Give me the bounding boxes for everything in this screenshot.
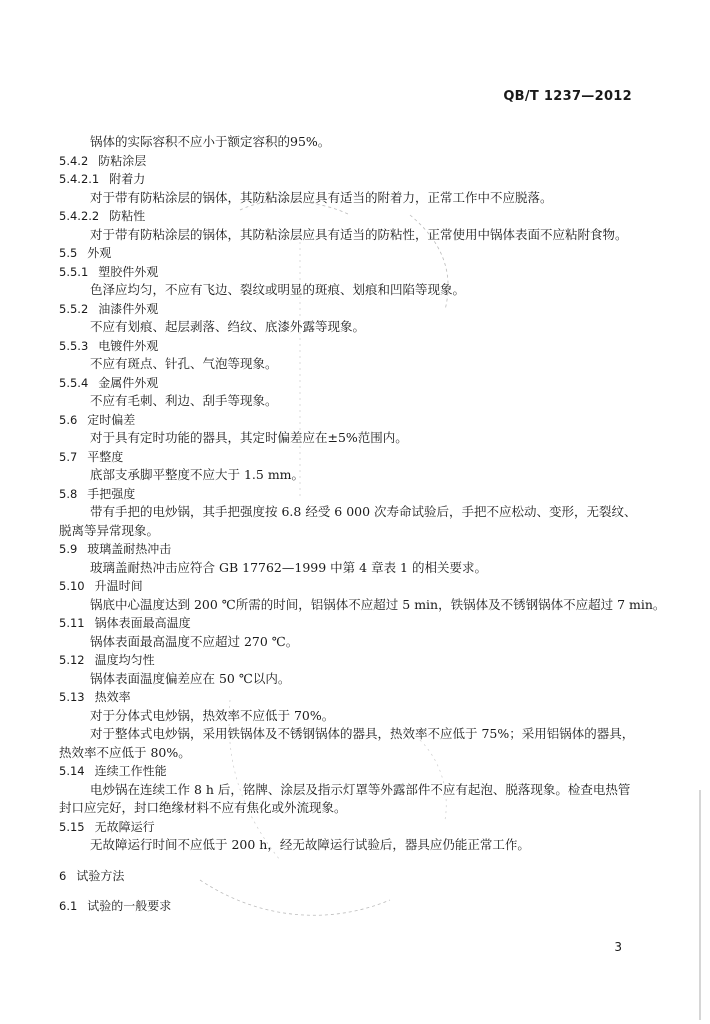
section-title: 附着力 [109,172,146,186]
section-heading [59,486,135,502]
section-number: 6 [59,868,67,883]
paragraph-line: 对于分体式电炒锅，热效率不应低于 70%。 [90,707,335,723]
section-title: 防粘性 [109,209,146,223]
section-title: 温度均匀性 [94,653,155,667]
paragraph-line: 对于带有防粘涂层的锅体，其防粘涂层应具有适当的附着力，正常工作中不应脱落。 [90,189,553,205]
section-number: 5.6 [59,412,78,427]
section-heading [59,652,155,668]
section-heading [59,615,191,631]
section-number: 5.12 [59,653,85,667]
paragraph-line: 锅体表面最高温度不应超过 270 ℃。 [90,633,299,649]
section-title: 塑胶件外观 [98,264,159,279]
section-heading [59,264,158,280]
section-number: 5.5.2 [59,301,89,316]
section-title: 定时偏差 [87,412,136,427]
section-title: 防粘涂层 [98,153,147,168]
paragraph-continuation: 脱离等异常现象。 [59,522,160,538]
paragraph-line: 玻璃盖耐热冲击应符合 GB 17762—1999 中第 4 章表 1 的相关要求。 [90,559,487,575]
section-heading [59,208,145,224]
section-heading [59,898,171,914]
section-title: 金属件外观 [98,375,159,390]
section-heading [59,578,143,594]
section-heading [59,763,167,779]
section-title: 电镀件外观 [98,338,159,353]
section-number: 6.1 [59,899,78,913]
section-title: 外观 [87,246,112,260]
section-title: 无故障运行 [94,819,155,834]
section-heading [59,541,171,557]
section-number: 5.14 [59,764,85,778]
paragraph-line: 锅体的实际容积不应小于额定容积的95%。 [90,134,331,149]
section-heading [59,301,158,317]
paragraph-line: 带有手把的电炒锅，其手把强度按 6.8 经受 6 000 次寿命试验后，手把不应松动、变形，无裂纹、 [90,504,637,519]
paragraph-line: 不应有斑点、针孔、气泡等现象。 [90,356,278,371]
page-number: 3 [614,940,622,954]
paragraph-line: 锅体表面温度偏差应在 50 ℃以内。 [90,670,291,686]
section-number: 5.5 [59,246,78,260]
paragraph-line: 对于带有防粘涂层的锅体，其防粘涂层应具有适当的防粘性，正常使用中锅体表面不应粘附食物。 [90,226,628,242]
paragraph-line: 色泽应均匀，不应有飞边、裂纹或明显的斑痕、划痕和凹陷等现象。 [90,282,466,297]
section-title: 平整度 [87,449,124,464]
section-number: 5.4.2 [59,153,89,168]
section-number: 5.7 [59,449,78,464]
section-title: 连续工作性能 [94,764,167,778]
section-title: 热效率 [94,690,131,704]
section-heading [59,449,123,465]
section-heading [59,819,155,835]
section-number: 5.11 [59,616,85,630]
section-title: 手把强度 [87,486,136,501]
section-number: 5.9 [59,542,78,556]
paragraph-line: 电炒锅在连续工作 8 h 后，铭牌、涂层及指示灯罩等外露部件不应有起泡、脱落现象。检查电热管 [90,781,631,797]
paragraph-line: 对于整体式电炒锅，采用铁锅体及不锈钢锅体的器具，热效率不应低于 75%；采用铝锅体的器具， [90,726,635,741]
section-heading [59,171,145,187]
section-heading [59,245,111,261]
paragraph-continuation: 封口应完好，封口绝缘材料不应有焦化或外流现象。 [59,800,347,815]
section-number: 5.15 [59,819,85,834]
section-heading [59,153,146,169]
paragraph-line: 不应有划痕、起层剥落、绉纹、底漆外露等现象。 [90,319,366,334]
paragraph-line: 无故障运行时间不应低于 200 h，经无故障运行试验后，器具应仍能正常工作。 [90,837,530,852]
section-title: 试验方法 [76,868,125,883]
section-title: 油漆件外观 [98,301,159,316]
section-number: 5.5.3 [59,338,89,353]
paragraph-line: 对于具有定时功能的器具，其定时偏差应在±5%范围内。 [90,430,408,445]
paragraph-line: 底部支承脚平整度不应大于 1.5 mm。 [90,467,305,482]
section-number: 5.5.1 [59,264,89,279]
section-heading [59,375,158,391]
standard-number-header: QB/T 1237—2012 [503,89,632,104]
paragraph-line: 不应有毛刺、利边、刮手等现象。 [90,393,278,408]
section-title: 锅体表面最高温度 [94,616,191,630]
section-heading [59,868,124,884]
section-heading [59,689,131,705]
paragraph-continuation: 热效率不应低于 80%。 [59,744,191,760]
section-number: 5.8 [59,486,78,501]
section-number: 5.4.2.2 [59,209,100,223]
section-heading [59,338,158,354]
section-number: 5.13 [59,690,85,704]
section-number: 5.10 [59,579,85,593]
section-number: 5.4.2.1 [59,172,100,186]
section-title: 升温时间 [94,579,143,593]
section-title: 玻璃盖耐热冲击 [87,542,172,556]
section-number: 5.5.4 [59,375,89,390]
section-title: 试验的一般要求 [87,899,172,913]
section-heading [59,412,135,428]
paragraph-line: 锅底中心温度达到 200 ℃所需的时间，铝锅体不应超过 5 min，铁锅体及不锈钢锅体不应超过 7 min。 [90,596,666,612]
